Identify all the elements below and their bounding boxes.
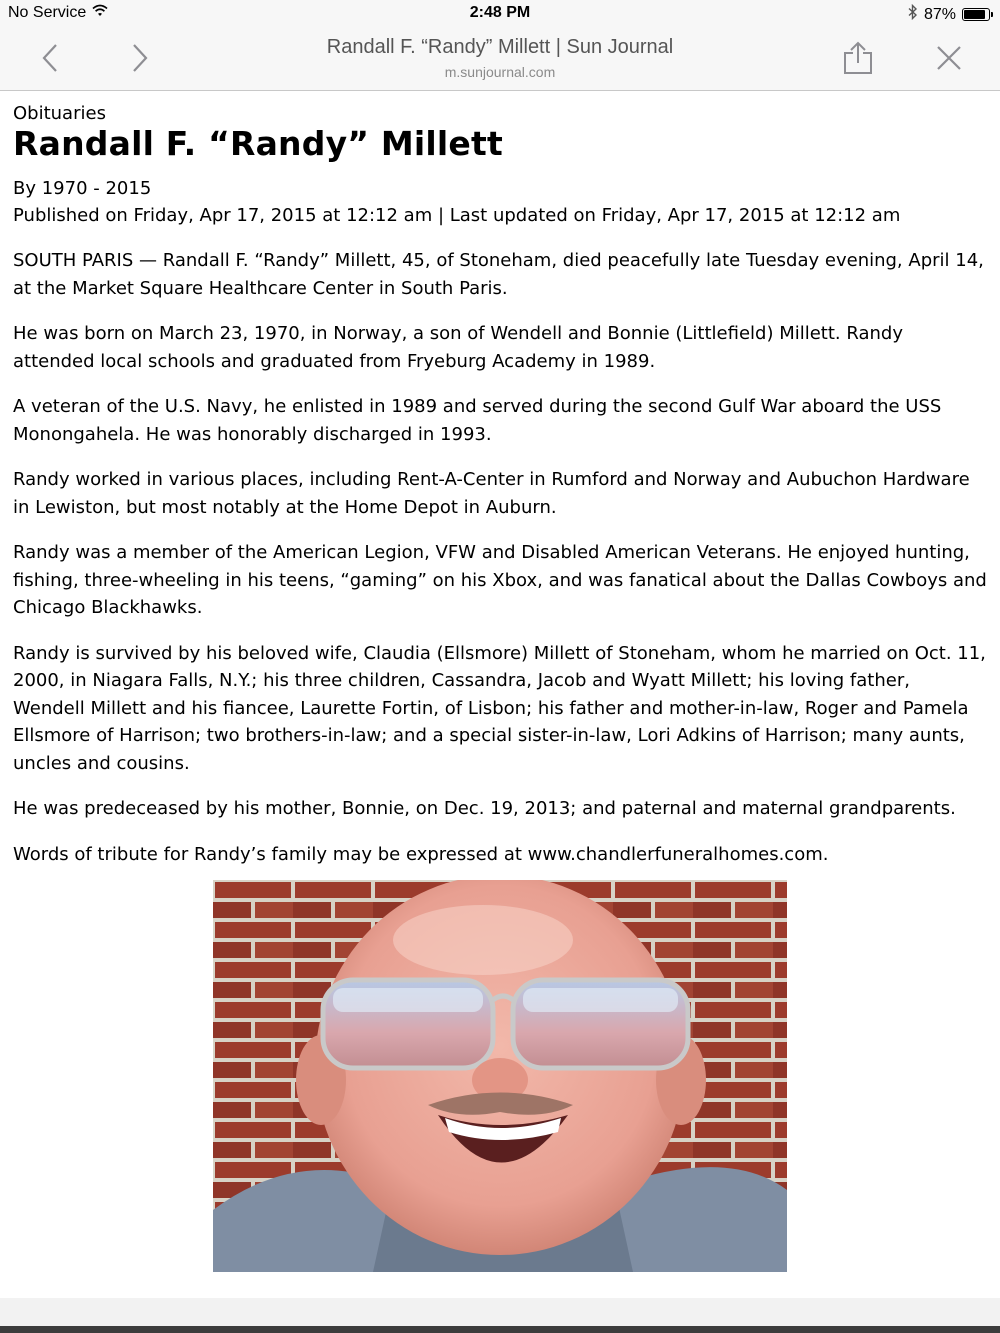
bottom-bar	[0, 1326, 1000, 1333]
share-icon	[842, 41, 874, 75]
byline: By 1970 - 2015	[13, 178, 152, 199]
share-button[interactable]	[838, 38, 878, 78]
chevron-left-icon	[40, 42, 60, 74]
article-paragraph: Words of tribute for Randy’s family may be expressed at www.chandlerfuneralhomes.com.	[13, 843, 829, 865]
article-paragraph: SOUTH PARIS — Randall F. “Randy” Millett, 45, of Stoneham, died peacefully late Tuesday evening, April 14, at the Market Square Healthcare Center in South Paris.	[13, 250, 984, 299]
bluetooth-icon	[908, 4, 918, 25]
carrier-label: No Service	[8, 4, 87, 21]
article	[0, 92, 1000, 1298]
publish-dates: Published on Friday, Apr 17, 2015 at 12:12 am | Last updated on Friday, Apr 17, 2015 at 12:12 am	[13, 205, 901, 226]
forward-button[interactable]	[120, 38, 160, 78]
battery-icon	[962, 8, 990, 21]
close-button[interactable]	[929, 38, 969, 78]
article-paragraph: A veteran of the U.S. Navy, he enlisted in 1989 and served during the second Gulf War aboard the USS Monongahela. He was honorably discharged in 1993.	[13, 396, 942, 445]
obituary-photo	[213, 880, 787, 1272]
article-headline: Randall F. “Randy” Millett	[13, 124, 503, 163]
article-paragraph: He was predeceased by his mother, Bonnie, on Dec. 19, 2013; and paternal and maternal grandparents.	[13, 798, 956, 819]
status-time: 2:48 PM	[469, 4, 531, 21]
status-right	[908, 4, 990, 25]
article-paragraph: He was born on March 23, 1970, in Norway, a son of Wendell and Bonnie (Littlefield) Millett. Randy attended local schools and graduated from Fryeburg Academy in 1989.	[13, 323, 903, 372]
battery-fill	[964, 10, 985, 19]
url-label[interactable]: m.sunjournal.com	[444, 64, 556, 80]
browser-toolbar	[0, 28, 1000, 91]
article-paragraph: Randy is survived by his beloved wife, Claudia (Ellsmore) Millett of Stoneham, whom he married on Oct. 11, 2000, in Niagara Falls, N.Y.; his three children, Cassandra, Jacob and Wyatt Millett; his loving father, Wendell Millett and his fiancee, Laurette Fortin, of Lisbon; his father and mother-in-law, Roger and Pamela Ellsmore of Harrison; two brothers-in-law; and a special sister-in-law, Lori Adkins of Harrison; many aunts, uncles and cousins.	[13, 642, 986, 774]
article-paragraph: Randy worked in various places, including Rent-A-Center in Rumford and Norway and Aubuchon Hardware in Lewiston, but most notably at the Home Depot in Auburn.	[13, 469, 970, 518]
chevron-right-icon	[130, 42, 150, 74]
back-button[interactable]	[30, 38, 70, 78]
section-label[interactable]: Obituaries	[13, 103, 106, 124]
article-paragraph: Randy was a member of the American Legion, VFW and Disabled American Veterans. He enjoyed hunting, fishing, three-wheeling in his teens, “gaming” on his Xbox, and was fanatical about the Dallas Cowboys and Chicago Blackhawks.	[13, 542, 987, 618]
battery-percent: 87%	[923, 5, 956, 23]
page-footer-spacer	[0, 1298, 1000, 1326]
close-icon	[935, 44, 963, 72]
status-bar	[0, 0, 1000, 28]
page-title: Randall F. “Randy” Millett | Sun Journal	[326, 36, 674, 58]
